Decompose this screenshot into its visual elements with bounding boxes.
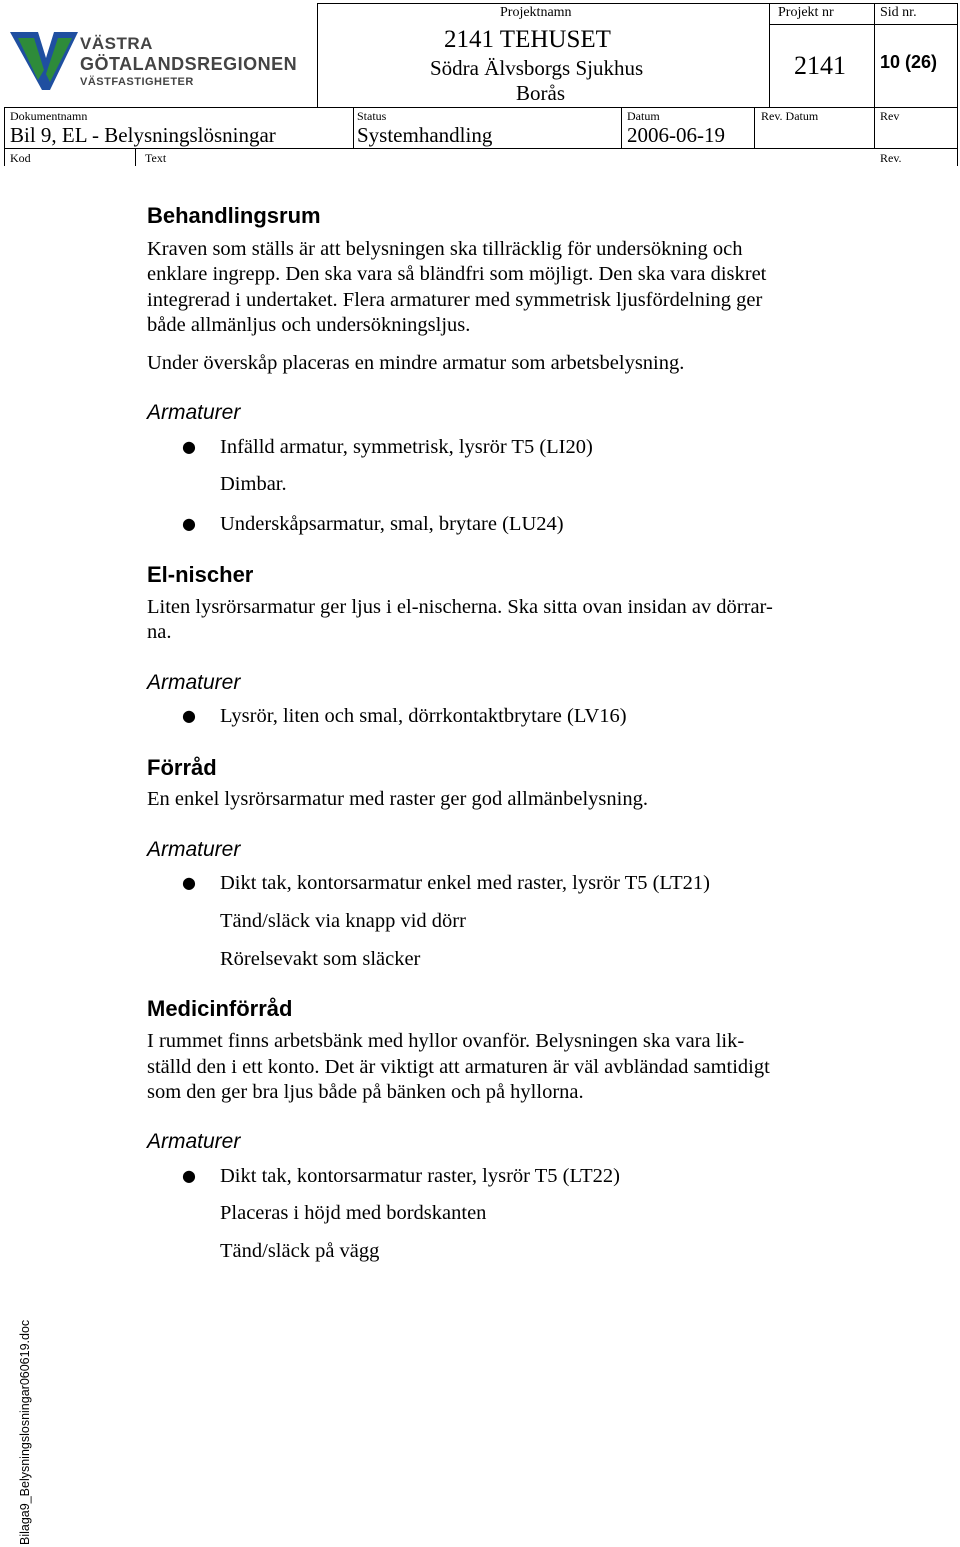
organization-logo xyxy=(8,28,308,94)
list-item-subline: Tänd/släck på vägg xyxy=(220,1240,380,1262)
subheading-armaturer: Armaturer xyxy=(147,401,241,424)
list-item: Dikt tak, kontorsarmatur raster, lysrör T5 (LT22) xyxy=(220,1165,620,1187)
paragraph-line: som den ger bra ljus både på bänken och på hyllorna. xyxy=(147,1081,584,1103)
footer-filename: Bilaga9_Belysningslosningar060619.doc xyxy=(18,1319,32,1545)
list-item-subline: Placeras i höjd med bordskanten xyxy=(220,1202,487,1224)
logo-text-line2: GÖTALANDSREGIONEN xyxy=(80,54,298,74)
doc-name-label: Dokumentnamn xyxy=(10,109,88,123)
paragraph-line: enklare ingrepp. Den ska vara så bländfri som möjligt. Den ska vara diskret xyxy=(147,263,767,285)
subheading-armaturer: Armaturer xyxy=(147,838,241,861)
paragraph: En enkel lysrörsarmatur med raster ger god allmänbelysning. xyxy=(147,788,648,810)
paragraph-line: Kraven som ställs är att belysningen ska tillräcklig för undersökning och xyxy=(147,238,743,260)
project-name-line2: Södra Älvsborgs Sjukhus xyxy=(430,56,644,80)
list-item-subline: Rörelsevakt som släcker xyxy=(220,948,421,970)
text-label: Text xyxy=(145,151,167,165)
heading-forrad: Förråd xyxy=(147,755,217,780)
project-name-line1: 2141 TEHUSET xyxy=(444,26,611,53)
date-label: Datum xyxy=(627,109,660,123)
doc-name: Bil 9, EL - Belysningslösningar xyxy=(10,123,276,147)
paragraph-line: Liten lysrörsarmatur ger ljus i el-nischerna. Ska sitta ovan insidan av dörrar- xyxy=(147,596,773,618)
page-nr-label: Sid nr. xyxy=(880,5,917,20)
paragraph-line: både allmänljus och undersökningsljus. xyxy=(147,314,471,336)
project-nr-label: Projekt nr xyxy=(778,5,834,20)
bullet-icon: ● xyxy=(182,706,196,725)
kod-label: Kod xyxy=(10,151,31,165)
list-item: Underskåpsarmatur, smal, brytare (LU24) xyxy=(220,513,564,535)
status-value: Systemhandling xyxy=(357,123,493,147)
status-label: Status xyxy=(357,109,387,123)
bullet-icon: ● xyxy=(182,437,196,456)
paragraph-line: integrerad i undertaket. Flera armaturer med symmetrisk ljusfördelning ger xyxy=(147,289,763,311)
heading-behandlingsrum: Behandlingsrum xyxy=(147,203,321,228)
rev2-label: Rev. xyxy=(880,151,902,165)
bullet-icon: ● xyxy=(182,873,196,892)
heading-medicinforrad: Medicinförråd xyxy=(147,996,293,1021)
paragraph-line: na. xyxy=(147,621,172,643)
project-nr: 2141 xyxy=(794,51,846,80)
project-name-label: Projektnamn xyxy=(500,5,572,20)
list-item: Dikt tak, kontorsarmatur enkel med raster, lysrör T5 (LT21) xyxy=(220,872,710,894)
paragraph-line: I rummet finns arbetsbänk med hyllor ovanför. Belysningen ska vara lik- xyxy=(147,1030,745,1052)
bullet-icon: ● xyxy=(182,1166,196,1185)
subheading-armaturer: Armaturer xyxy=(147,671,241,694)
subheading-armaturer: Armaturer xyxy=(147,1130,241,1153)
list-item: Infälld armatur, symmetrisk, lysrör T5 (LI20) xyxy=(220,436,593,458)
logo-mark-icon xyxy=(8,28,80,94)
list-item-subline: Tänd/släck via knapp vid dörr xyxy=(220,910,466,932)
logo-text-line1: VÄSTRA xyxy=(80,34,153,53)
bullet-icon: ● xyxy=(182,514,196,533)
rev-date-label: Rev. Datum xyxy=(761,109,819,123)
page-nr: 10 (26) xyxy=(880,52,938,72)
rev-label: Rev xyxy=(880,109,900,123)
paragraph: Under överskåp placeras en mindre armatur som arbetsbelysning. xyxy=(147,352,685,374)
list-item: Lysrör, liten och smal, dörrkontaktbrytare (LV16) xyxy=(220,705,627,727)
project-name-line3: Borås xyxy=(516,81,565,105)
paragraph-line: ställd den i ett konto. Det är viktigt att armaturen är väl avbländad samtidigt xyxy=(147,1056,770,1078)
heading-el-nischer: El-nischer xyxy=(147,562,254,587)
logo-text-line3: VÄSTFASTIGHETER xyxy=(80,76,194,88)
date-value: 2006-06-19 xyxy=(627,123,725,147)
list-item-subline: Dimbar. xyxy=(220,473,287,495)
